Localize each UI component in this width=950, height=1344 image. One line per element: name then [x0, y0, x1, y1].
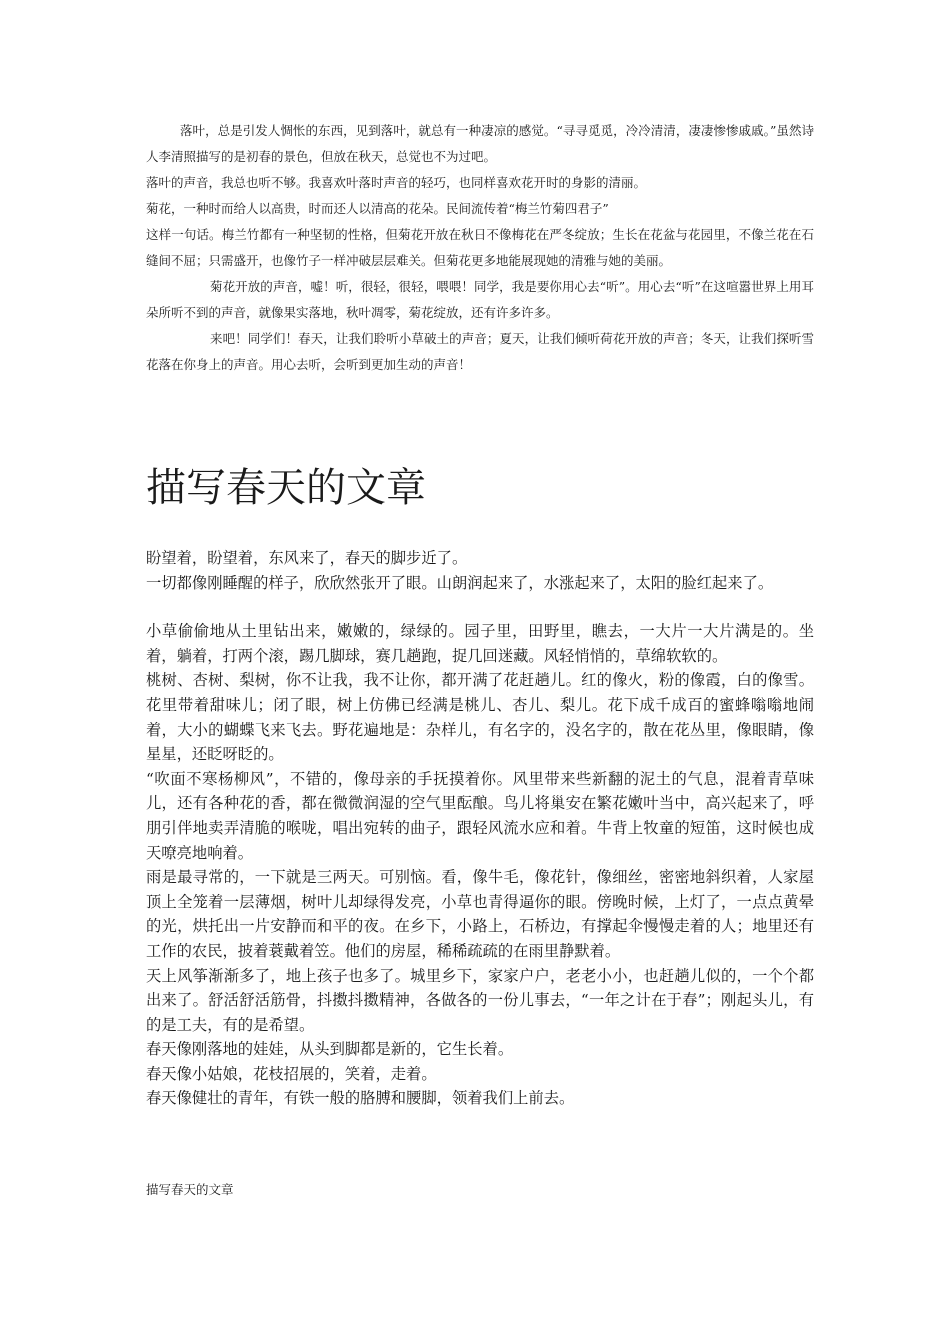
article-paragraph: 春天像健壮的青年，有铁一般的胳膊和腰脚，领着我们上前去。 [146, 1089, 575, 1108]
article-paragraph: 盼望着，盼望着，东风来了，春天的脚步近了。 [146, 549, 468, 567]
article-paragraph: 春天像刚落地的娃娃，从头到脚都是新的，它生长着。 [146, 1040, 514, 1059]
article-paragraph: 雨是最寻常的，一下就是三两天。可别恼。看，像牛毛，像花针，像细丝，密密地斜织着，人家屋顶上全笼着一层薄烟，树叶儿却绿得发亮，小草也青得逼你的眼。傍晚时候，上灯了，一点点黄晕的光，烘托出一片安静而和平的夜。在乡下，小路上，石桥边，有撑起伞慢慢走着的人；地里还有工作的农民，披着蓑戴着笠。他们的房屋，稀稀疏疏的在雨里静默着。 [146, 868, 814, 960]
intro-paragraph: 落叶的声音，我总也听不够。我喜欢叶落时声音的轻巧，也同样喜欢花开时的身影的清丽。 [146, 175, 647, 190]
article-paragraph: 天上风筝渐渐多了，地上孩子也多了。城里乡下，家家户户，老老小小，也赶趟儿似的，一个个都出来了。舒活舒活筋骨，抖擞抖擞精神，各做各的一份儿事去，“一年之计在于春”；刚起头儿，有的是工夫，有的是希望。 [146, 966, 814, 1034]
article-paragraph: 小草偷偷地从土里钻出来，嫩嫩的，绿绿的。园子里，田野里，瞧去，一大片一大片满是的。坐着，躺着，打两个滚，踢几脚球，赛几趟跑，捉几回迷藏。风轻悄悄的，草绵软软的。 [146, 622, 814, 665]
article-paragraph: 一切都像刚睡醒的样子，欣欣然张开了眼。山朗润起来了，水涨起来了，太阳的脸红起来了。 [146, 573, 774, 592]
article-body [146, 546, 814, 1111]
intro-paragraph: 菊花，一种时而给人以高贵，时而还人以清高的花朵。民间流传着“梅兰竹菊四君子” [146, 201, 609, 216]
article-title: 描写春天的文章 [146, 465, 426, 511]
intro-section [146, 118, 814, 378]
intro-paragraph: 菊花开放的声音，嘘！听，很轻，很轻，喂喂！同学，我是要你用心去“听”。用心去“听”在这喧嚣世界上用耳朵所听不到的声音，就像果实落地，秋叶凋零，菊花绽放，还有许多许多。 [146, 279, 814, 320]
intro-paragraph: 这样一句话。梅兰竹都有一种坚韧的性格，但菊花开放在秋日不像梅花在严冬绽放；生长在花盆与花园里，不像兰花在石缝间不屈；只需盛开，也像竹子一样冲破层层难关。但菊花更多地能展现她的清雅与她的美丽。 [146, 227, 814, 268]
intro-paragraph: 落叶，总是引发人惆怅的东西，见到落叶，就总有一种凄凉的感觉。“寻寻觅觅，冷冷清清，凄凄惨惨戚戚。”虽然诗人李清照描写的是初春的景色，但放在秋天，总觉也不为过吧。 [146, 123, 814, 164]
article-paragraph: 春天像小姑娘，花枝招展的，笑着，走着。 [146, 1064, 437, 1083]
article-paragraph: 桃树、杏树、梨树，你不让我，我不让你，都开满了花赶趟儿。红的像火，粉的像霞，白的像雪。花里带着甜味儿；闭了眼，树上仿佛已经满是桃儿、杏儿、梨儿。花下成千成百的蜜蜂嗡嗡地闹着，大小的蝴蝶飞来飞去。野花遍地是：杂样儿，有名字的，没名字的，散在花丛里，像眼睛，像星星，还眨呀眨的。 [146, 671, 814, 764]
footer-label: 描写春天的文章 [146, 1182, 234, 1197]
paragraph-spacer [146, 595, 814, 619]
intro-paragraph: 来吧！同学们！春天，让我们聆听小草破土的声音；夏天，让我们倾听荷花开放的声音；冬天，让我们探听雪花落在你身上的声音。用心去听，会听到更加生动的声音！ [146, 331, 814, 372]
article-paragraph: “吹面不寒杨柳风”，不错的，像母亲的手抚摸着你。风里带来些新翻的泥土的气息，混着青草味儿，还有各种花的香，都在微微润湿的空气里酝酿。鸟儿将巢安在繁花嫩叶当中，高兴起来了，呼朋引伴地卖弄清脆的喉咙，唱出宛转的曲子，跟轻风流水应和着。牛背上牧童的短笛，这时候也成天嘹亮地响着。 [146, 769, 814, 862]
